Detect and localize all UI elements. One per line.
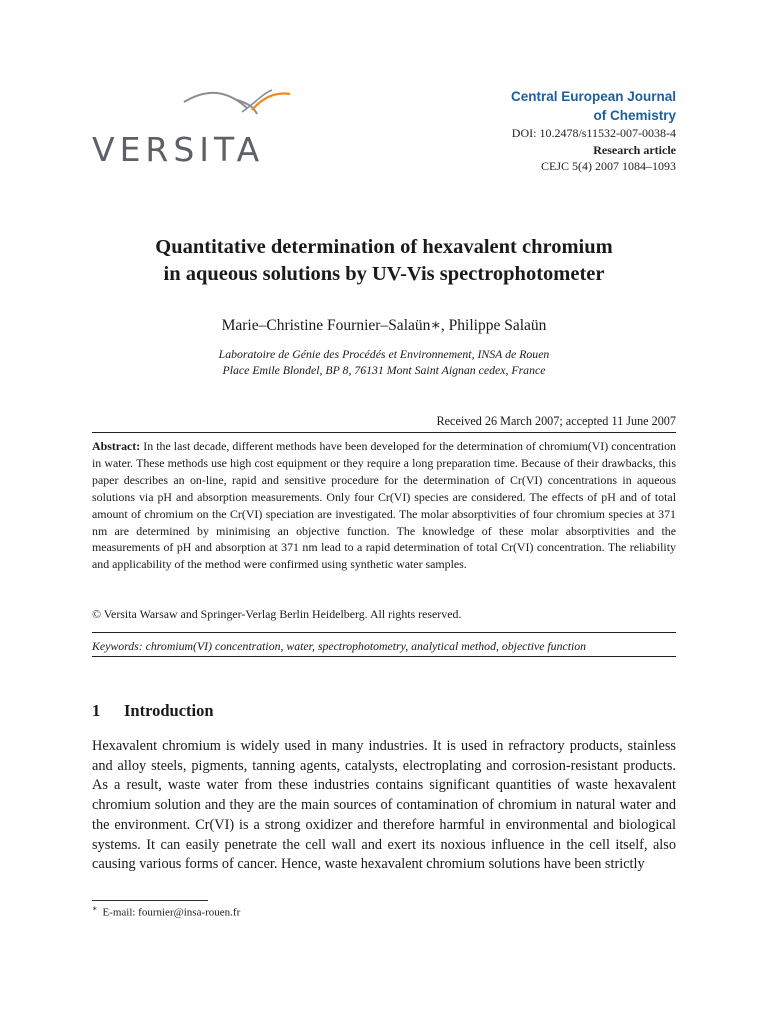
- abstract-text: In the last decade, different methods have been developed for the determination of chromium(VI) concentration in water. These methods use high cost equipment or they require a long preparation time. Because of their drawbacks, this paper describes an on-line, rapid and sensitive procedure for the determination of Cr(VI) concentrations in aqueous solutions via pH and absorption measurements. Only four Cr(VI) species are considered. The effects of pH and of total amount of chromium on the Cr(VI) speciation are investigated. The molar absorptivities of four chromium species at 371 nm are determined by minimising an objective function. The knowledge of these molar absorptivities and the measurements of pH and absorption at 371 nm lead to a rapid determination of total Cr(VI) concentration. The reliability and applicability of the method were confirmed using synthetic water samples.: [92, 439, 676, 572]
- journal-name-line1[interactable]: Central European Journal: [510, 89, 676, 104]
- abstract: [92, 438, 676, 573]
- divider: [92, 432, 676, 433]
- received-dates: Received 26 March 2007; accepted 11 June 2007: [436, 414, 676, 428]
- section-title: Introduction: [124, 701, 214, 720]
- affiliation-line2: Place Emile Blondel, BP 8, 76131 Mont Saint Aignan cedex, France: [222, 362, 546, 377]
- paper-title: [60, 234, 708, 288]
- footnote-rule: [92, 900, 208, 901]
- footnote-text: E-mail: fournier@insa-rouen.fr: [102, 906, 241, 919]
- versita-logo: [92, 86, 292, 168]
- footnote: [92, 904, 240, 919]
- doi[interactable]: DOI: 10.2478/s11532-007-0038-4: [511, 126, 676, 140]
- section-number: 1: [92, 701, 101, 720]
- footnote-mark: ∗: [92, 904, 98, 913]
- journal-name-line2[interactable]: of Chemistry: [593, 108, 676, 123]
- journal-header: [356, 87, 676, 175]
- citation: CEJC 5(4) 2007 1084–1093: [541, 159, 676, 173]
- title-line1: Quantitative determination of hexavalent chromium: [155, 236, 613, 258]
- copyright: © Versita Warsaw and Springer-Verlag Berlin Heidelberg. All rights reserved.: [92, 607, 462, 621]
- keywords: Keywords: chromium(VI) concentration, water, spectrophotometry, analytical method, objective function: [92, 639, 587, 653]
- introduction-paragraph: Hexavalent chromium is widely used in many industries. It is used in refractory products, stainless and alloy steels, pigments, tanning agents, catalysts, electroplating and corrosion-resistant products. As a result, waste water from these industries contains significant quantities of waste hexavalent chromium solution and they are the main sources of contamination of chromium in natural water and the environment. Cr(VI) is a strong oxidizer and therefore harmful in environmental and biological systems. It can easily penetrate the cell wall and exert its noxious influence in the cell itself, also causing various forms of cancer. Hence, waste hexavalent chromium solutions have been strictly: [92, 738, 676, 873]
- swoosh-icon: [182, 86, 294, 116]
- affiliation: [60, 347, 708, 378]
- abstract-label: Abstract:: [92, 439, 141, 453]
- section-heading: [92, 701, 214, 721]
- affiliation-line1: Laboratoire de Génie des Procédés et Environnement, INSA de Rouen: [218, 347, 550, 361]
- title-line2: in aqueous solutions by UV-Vis spectrophotometer: [163, 263, 605, 285]
- article-type: Research article: [593, 142, 676, 157]
- logo-text: VERSITA: [92, 130, 265, 169]
- authors: Marie–Christine Fournier–Salaün∗, Philippe Salaün: [221, 317, 547, 334]
- divider: [92, 632, 676, 633]
- divider: [92, 656, 676, 657]
